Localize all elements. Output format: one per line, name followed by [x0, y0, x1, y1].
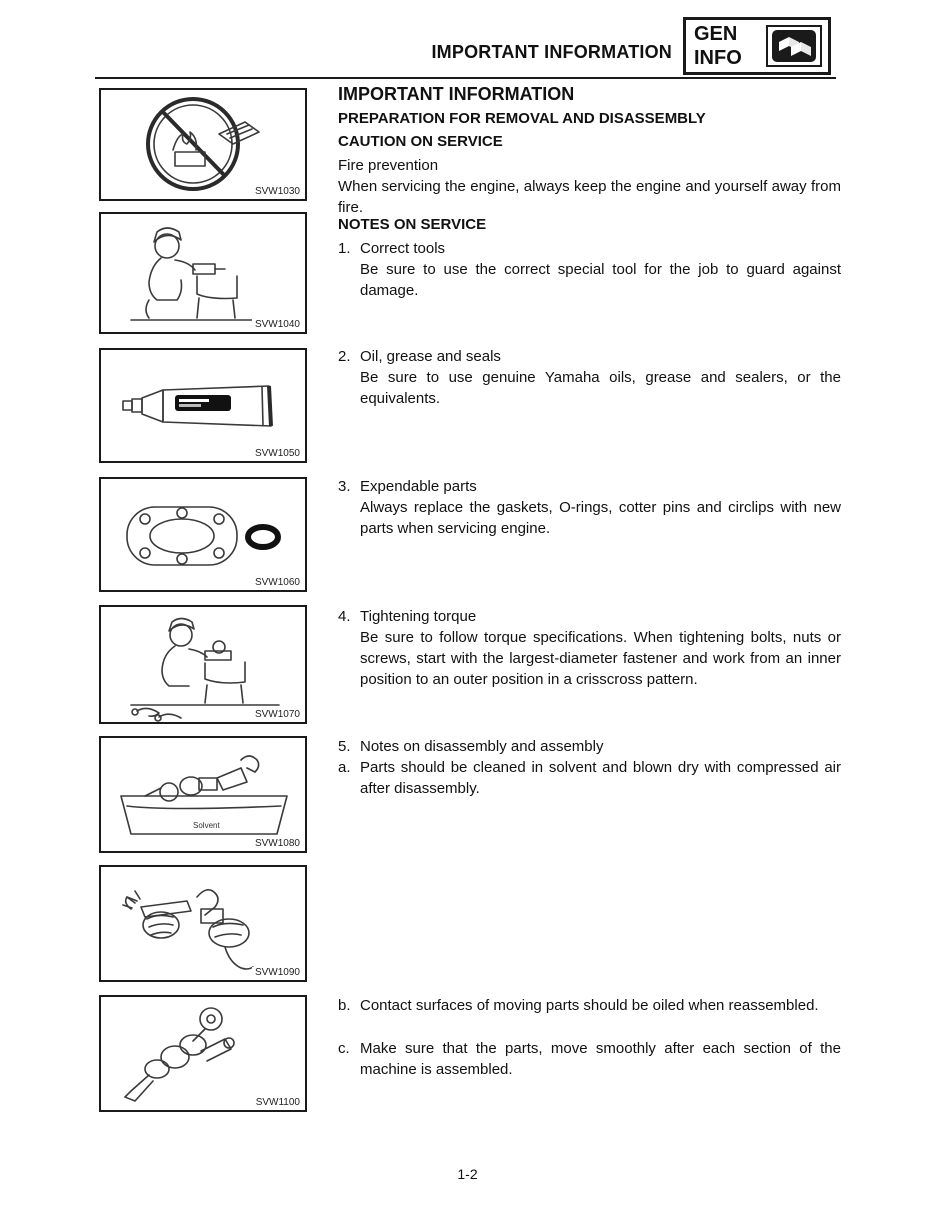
- gasket-oring-icon: [101, 479, 305, 590]
- note-title: Correct tools: [360, 240, 446, 257]
- air-gun-hands-icon: [101, 867, 305, 980]
- torque-wrench-icon: [101, 607, 305, 722]
- note-body: Make sure that the parts, move smoothly after each section of the machine is assembled.: [360, 1040, 841, 1078]
- no-fire-icon: [101, 90, 305, 199]
- subsection-preparation: PREPARATION FOR REMOVAL AND DISASSEMBLY: [338, 110, 706, 127]
- sealant-tube-icon: [101, 350, 305, 461]
- gen-info-label: [686, 22, 762, 70]
- fire-prevention-text: When servicing the engine, always keep the engine and yourself away from fire.: [338, 178, 841, 216]
- figure-code: SVW1070: [252, 709, 300, 720]
- note-number: 5.: [338, 738, 351, 755]
- gen-info-badge: [683, 17, 831, 75]
- note-letter: b.: [338, 997, 351, 1014]
- note-number: 2.: [338, 348, 351, 365]
- note-body: Always replace the gaskets, O-rings, cotter pins and circlips with new parts when servicing engine.: [360, 499, 841, 537]
- solvent-tray-icon: [101, 738, 305, 851]
- notes-on-service-heading: NOTES ON SERVICE: [338, 216, 487, 233]
- figure-solvent-cleaning: [99, 736, 307, 853]
- figure-tightening-torque: [99, 605, 307, 724]
- figure-code: SVW1030: [252, 186, 300, 197]
- note-item-5: [338, 736, 841, 757]
- figure-code: SVW1040: [252, 319, 300, 330]
- solvent-label: Solvent: [193, 821, 220, 830]
- note-number: 3.: [338, 478, 351, 495]
- note-item-2: [338, 346, 841, 409]
- figure-code: SVW1090: [252, 967, 300, 978]
- note-number: 4.: [338, 608, 351, 625]
- figure-sealant-tube: [99, 348, 307, 463]
- figure-code: SVW1080: [252, 838, 300, 849]
- figure-correct-tools: [99, 212, 307, 334]
- note-item-4: [338, 606, 841, 690]
- crankshaft-icon: [101, 997, 305, 1110]
- gen-info-line2: INFO: [694, 47, 742, 69]
- note-body: Be sure to use genuine Yamaha oils, grease and sealers, or the equivalents.: [360, 369, 841, 407]
- books-icon: [771, 29, 817, 63]
- section-heading: IMPORTANT INFORMATION: [338, 84, 575, 104]
- note-item-5c: [338, 1038, 841, 1080]
- fire-prevention-label: Fire prevention: [338, 157, 439, 174]
- figure-code: SVW1050: [252, 448, 300, 459]
- note-letter: a.: [338, 759, 351, 776]
- gen-info-line1: GEN: [694, 23, 738, 45]
- subsection-caution: CAUTION ON SERVICE: [338, 133, 503, 150]
- page-header-title: IMPORTANT INFORMATION: [431, 42, 672, 62]
- note-item-1: [338, 238, 841, 301]
- note-letter: c.: [338, 1040, 350, 1057]
- note-item-3: [338, 476, 841, 539]
- figure-fire-prevention: [99, 88, 307, 201]
- note-body: Be sure to follow torque specifications. When tightening bolts, nuts or screws, start with the largest-diameter fastener and work from an inner position to an outer position in a crisscross pattern.: [360, 629, 841, 688]
- mechanic-tool-icon: [101, 214, 305, 332]
- note-body: Contact surfaces of moving parts should be oiled when reassembled.: [360, 997, 819, 1014]
- note-title: Oil, grease and seals: [360, 348, 501, 365]
- figure-expendable-parts: [99, 477, 307, 592]
- note-title: Notes on disassembly and assembly: [360, 738, 604, 755]
- figure-air-blow: [99, 865, 307, 982]
- note-body: Parts should be cleaned in solvent and blown dry with compressed air after disassembly.: [360, 759, 841, 797]
- note-title: Expendable parts: [360, 478, 477, 495]
- figure-code: SVW1060: [252, 577, 300, 588]
- note-title: Tightening torque: [360, 608, 477, 625]
- figure-code: SVW1100: [253, 1097, 300, 1108]
- note-item-5a: [338, 757, 841, 799]
- note-body: Be sure to use the correct special tool for the job to guard against damage.: [360, 261, 841, 299]
- note-item-5b: [338, 995, 841, 1016]
- page-number: 1-2: [457, 1166, 478, 1182]
- header-rule: [95, 77, 836, 79]
- manuals-icon-box: [766, 25, 822, 67]
- note-number: 1.: [338, 240, 351, 257]
- figure-crankshaft: [99, 995, 307, 1112]
